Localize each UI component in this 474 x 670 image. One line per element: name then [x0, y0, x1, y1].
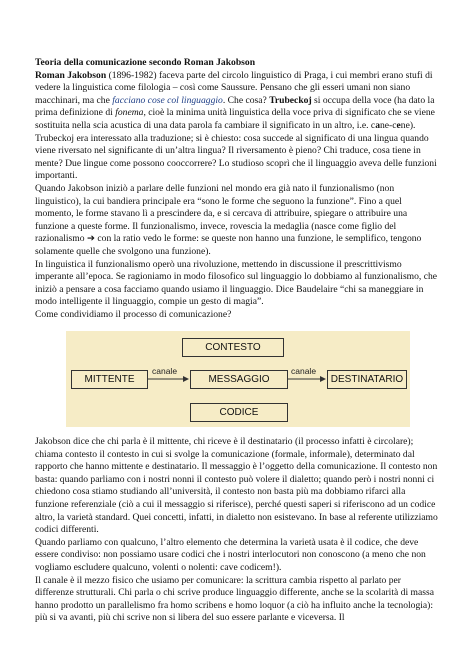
- term-fonema: fonema: [115, 107, 144, 119]
- paragraph-funzionalismo: Quando Jakobson iniziò a parlare delle funzioni nel mondo era già nato il funzionalismo (non linguistico), la cui bandiera principale era “sono le forme che seguono la funzione”. Fino a quel momento, le forme stavano lì a prescindere da, e si cercava di attribuire, spiegare o attribuire una funzione a queste forme. Il funzionalismo, invece, rovescia la medaglia (nasce come figlio del razionalismo ➔ con la ratio vedo le forme: se queste non hanno una funzione, le semplifico, tengono solamente quelle che svolgono una funzione).: [35, 182, 422, 257]
- paragraph-linguistica: In linguistica il funzionalismo operò una rivoluzione, mettendo in discussione il prescrittivismo imperante all’epoca. Se ragioniamo in modo filosofico sul linguaggio lo dobbiamo al funzionalismo, che iniziò a pensare a cosa facciamo quando usiamo il linguaggio. Dice Baudelaire “chi sa maneggiare in modo intelligente il linguaggio, compie un gesto di magia”.: [35, 258, 438, 308]
- letter-a: a: [375, 119, 380, 131]
- name-trubeckoj: Trubeckoj: [269, 94, 312, 106]
- box-codice: CODICE: [190, 403, 288, 422]
- box-mittente: MITTENTE: [71, 370, 148, 389]
- box-contesto: CONTESTO: [182, 338, 284, 357]
- box-destinatario: DESTINATARIO: [327, 370, 407, 389]
- paragraph-jakobson: [35, 70, 439, 183]
- para1-text-b: . Che cosa?: [222, 94, 270, 106]
- name-jakobson: Roman Jakobson: [35, 69, 107, 81]
- paragraph-mittente: Jakobson dice che chi parla è il mittente, chi riceve è il destinatario (il processo infatti è circolare); chiama contesto il contesto in cui si svolge la comunicazione (formale, informale), determinato dal rapporto che hanno mittente e destinatario. Il messaggio è l’oggetto della comunicazione. Il contesto non basta: quando parliamo con i nostri nonni il contesto può volere il dialetto; quando però i nostri nonni ci chiedono cosa stiamo studiando all’università, il contesto non basta più ma dobbiamo rifarci alla funzione referenziale (ciò a cui il messaggio si riferisce), perché questi saperi si riferiscono ad un codice altro, la varietà standard. Quei concetti, infatti, in dialetto non esistevano. In base al referente utilizziamo codici differenti.: [35, 436, 438, 536]
- label-canale-left: canale: [152, 366, 178, 376]
- para1-text-f: ne). Trubeckoj era interessato alla traduzione; si è chiesto: cosa succede al significato di una lingua quando viene riversato nel significante di un’altra lingua? Il riversamento è pieno? Chi traduce, cosa tiene in mente? Due lingue come possono cooccorrere? Lo studioso scoprì che il linguaggio aveva delle funzioni importanti.: [35, 119, 437, 182]
- question-line: Come condividiamo il processo di comunicazione?: [35, 308, 232, 320]
- paragraph-codice: Quando parliamo con qualcuno, l’altro elemento che determina la varietà usata è il codice, che deve essere condiviso: non possiamo usare codici che i nostri interlocutori non conoscono (a meno che non vogliamo escludere qualcuno, volenti o nolenti: cave codicem!).: [35, 536, 426, 573]
- communication-diagram: [66, 331, 410, 427]
- document-title: Teoria della comunicazione secondo Roman Jakobson: [35, 57, 256, 68]
- bottom-text: [35, 436, 439, 625]
- letter-e: e: [396, 119, 401, 131]
- para1-text-d: , cioè la minima unità linguistica della voce priva di significato che se viene sostituita nella scia acustica di una data parola fa cambiare il significato in un altro, i.e. c: [35, 107, 435, 131]
- para1-text-c: si occupa della voce (ha dato la prima definizione di: [35, 94, 435, 119]
- box-messaggio: MESSAGGIO: [190, 370, 288, 389]
- para1-text-e: ne-c: [379, 119, 397, 131]
- label-canale-right: canale: [291, 366, 317, 376]
- top-text: [35, 57, 439, 321]
- paragraph-canale: Il canale è il mezzo fisico che usiamo per comunicare: la scrittura cambia rispetto al parlato per differenze strutturali. Chi parla o chi scrive produce linguaggio differente, anche se la scolarità di massa hanno prodotto un parallelismo fra homo scribens e homo loquor (a ciò ha influito anche la tecnologia): più si va avanti, più chi scrive non si libera del suo essere parlante e viceversa. Il: [35, 574, 434, 624]
- para1-text-a: (1896-1982) faceva parte del circolo linguistico di Praga, i cui membri erano stufi di vedere la linguistica come filologia – così come Saussure. Pensano che gli esseri umani non siano macchinari, ma che: [35, 69, 433, 106]
- para1-italic: facciano cose col linguaggio: [112, 94, 223, 106]
